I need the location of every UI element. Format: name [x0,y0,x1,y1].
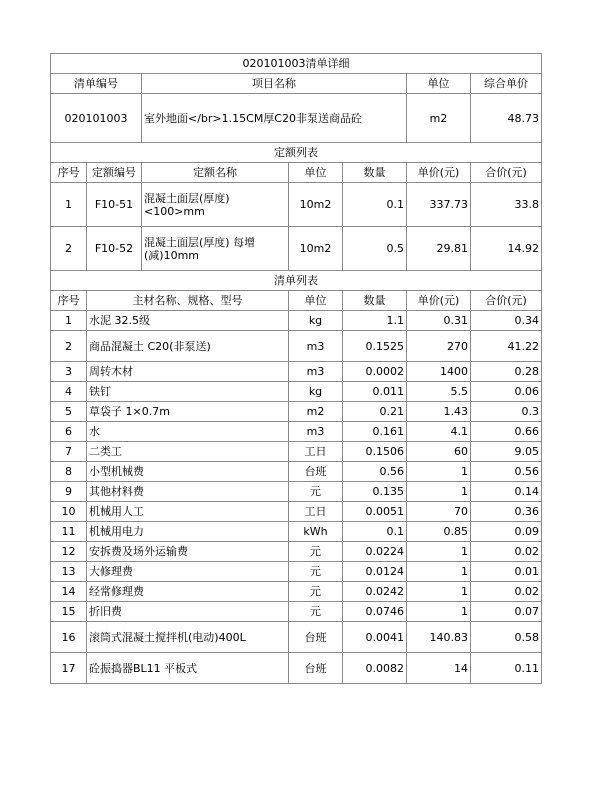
material-row-unit: 元 [289,542,343,562]
material-row-total: 0.07 [471,602,542,622]
material-row-name: 其他材料费 [87,482,289,502]
material-row-qty: 0.0124 [343,562,407,582]
material-row-no: 8 [51,462,87,482]
material-row-no: 10 [51,502,87,522]
quota-row-unit: 10m2 [289,183,343,227]
material-row-no: 3 [51,362,87,382]
quota-header-code: 定额编号 [87,163,142,183]
material-row-no: 9 [51,482,87,502]
quota-row-price: 29.81 [407,227,471,271]
material-row-price: 1 [407,582,471,602]
material-row-no: 4 [51,382,87,402]
material-row-total: 0.28 [471,362,542,382]
material-header-unit: 单位 [289,291,343,311]
material-row-total: 0.09 [471,522,542,542]
material-row-qty: 0.161 [343,422,407,442]
bill-unit: m2 [407,94,471,143]
material-row-no: 12 [51,542,87,562]
material-row-name: 草袋子 1×0.7m [87,402,289,422]
material-row-name: 小型机械费 [87,462,289,482]
material-row-total: 0.02 [471,582,542,602]
material-row-price: 5.5 [407,382,471,402]
material-row-no: 5 [51,402,87,422]
material-row-unit: 元 [289,482,343,502]
material-row [51,382,542,402]
material-row-total: 0.66 [471,422,542,442]
quota-row-qty: 0.1 [343,183,407,227]
material-row-price: 60 [407,442,471,462]
quota-header-qty: 数量 [343,163,407,183]
material-row-price: 4.1 [407,422,471,442]
material-row-price: 1.43 [407,402,471,422]
quota-row-name: 混凝土面层(厚度)<100>mm [142,183,289,227]
material-row-no: 17 [51,653,87,684]
material-row-total: 0.34 [471,311,542,331]
material-row [51,331,542,362]
material-row-name: 机械用电力 [87,522,289,542]
material-row-price: 70 [407,502,471,522]
material-row-unit: 台班 [289,653,343,684]
material-row-total: 9.05 [471,442,542,462]
material-row-qty: 0.0041 [343,622,407,653]
quota-header-no: 序号 [51,163,87,183]
material-row [51,402,542,422]
quota-header-name: 定额名称 [142,163,289,183]
material-row-name: 安拆费及场外运输费 [87,542,289,562]
quota-row-price: 337.73 [407,183,471,227]
material-header-name: 主材名称、规格、型号 [87,291,289,311]
material-row [51,582,542,602]
material-row-no: 2 [51,331,87,362]
material-row [51,562,542,582]
material-row-qty: 0.135 [343,482,407,502]
quota-header-price: 单价(元) [407,163,471,183]
material-row-price: 0.85 [407,522,471,542]
material-row-unit: 台班 [289,462,343,482]
quota-row-no: 2 [51,227,87,271]
header-item-name: 项目名称 [142,74,407,94]
header-unit: 单位 [407,74,471,94]
material-row-unit: kg [289,382,343,402]
material-row-price: 14 [407,653,471,684]
material-row-unit: 元 [289,602,343,622]
material-row-price: 1 [407,482,471,502]
material-row-total: 0.36 [471,502,542,522]
material-row-no: 7 [51,442,87,462]
material-row [51,442,542,462]
header-unit-price: 综合单价 [471,74,542,94]
material-row-qty: 0.011 [343,382,407,402]
bill-code: 020101003 [51,94,142,143]
material-row-qty: 0.1506 [343,442,407,462]
material-row [51,311,542,331]
material-row-name: 二类工 [87,442,289,462]
bill-item-name: 室外地面</br>1.15CM厚C20非泵送商品砼 [142,94,407,143]
material-row-total: 0.01 [471,562,542,582]
material-row-total: 0.56 [471,462,542,482]
material-row [51,502,542,522]
material-row-no: 16 [51,622,87,653]
material-row-price: 1400 [407,362,471,382]
material-row-qty: 1.1 [343,311,407,331]
material-row-qty: 0.0082 [343,653,407,684]
material-row [51,622,542,653]
material-row-name: 经常修理费 [87,582,289,602]
table-title: 020101003清单详细 [51,54,542,74]
material-header-qty: 数量 [343,291,407,311]
material-row-qty: 0.0242 [343,582,407,602]
material-row [51,462,542,482]
material-row-qty: 0.0746 [343,602,407,622]
material-row [51,542,542,562]
material-row-no: 13 [51,562,87,582]
material-row-price: 140.83 [407,622,471,653]
material-row-name: 砼振捣器BL11 平板式 [87,653,289,684]
material-row-unit: m3 [289,422,343,442]
quota-row-total: 14.92 [471,227,542,271]
material-row-qty: 0.56 [343,462,407,482]
material-row-total: 0.3 [471,402,542,422]
material-row-price: 0.31 [407,311,471,331]
material-row-name: 铁钉 [87,382,289,402]
material-row-no: 14 [51,582,87,602]
material-row-total: 0.14 [471,482,542,502]
material-row [51,522,542,542]
material-row-name: 商品混凝土 C20(非泵送) [87,331,289,362]
material-row-unit: 工日 [289,502,343,522]
material-row-total: 0.11 [471,653,542,684]
quota-row-name: 混凝土面层(厚度) 每增(减)10mm [142,227,289,271]
material-row-name: 周转木材 [87,362,289,382]
material-row-unit: m3 [289,331,343,362]
material-row-no: 6 [51,422,87,442]
header-bill-code: 清单编号 [51,74,142,94]
material-row-name: 机械用人工 [87,502,289,522]
material-row-unit: 元 [289,562,343,582]
quota-row-unit: 10m2 [289,227,343,271]
material-row-unit: 台班 [289,622,343,653]
material-caption: 清单列表 [51,271,542,291]
quota-row-total: 33.8 [471,183,542,227]
material-row-name: 滚筒式混凝土搅拌机(电动)400L [87,622,289,653]
material-row-price: 270 [407,331,471,362]
material-header-no: 序号 [51,291,87,311]
material-row-unit: 工日 [289,442,343,462]
material-row-qty: 0.0002 [343,362,407,382]
material-row-qty: 0.0051 [343,502,407,522]
material-row-name: 水泥 32.5级 [87,311,289,331]
material-row-unit: kWh [289,522,343,542]
material-row-name: 水 [87,422,289,442]
material-header-total: 合价(元) [471,291,542,311]
material-row-price: 1 [407,602,471,622]
material-row-total: 0.58 [471,622,542,653]
material-row-no: 11 [51,522,87,542]
material-row-price: 1 [407,462,471,482]
material-row [51,362,542,382]
material-row-total: 0.06 [471,382,542,402]
material-row-qty: 0.1 [343,522,407,542]
material-row-total: 0.02 [471,542,542,562]
quota-row-code: F10-51 [87,183,142,227]
material-row-unit: m2 [289,402,343,422]
material-row-total: 41.22 [471,331,542,362]
material-row-price: 1 [407,562,471,582]
material-row-unit: kg [289,311,343,331]
material-row-unit: 元 [289,582,343,602]
material-row [51,602,542,622]
material-row-no: 15 [51,602,87,622]
material-row-qty: 0.1525 [343,331,407,362]
material-row [51,482,542,502]
material-row [51,653,542,684]
material-row-unit: m3 [289,362,343,382]
quota-row-no: 1 [51,183,87,227]
quota-header-total: 合价(元) [471,163,542,183]
quota-caption: 定额列表 [51,143,542,163]
bill-price: 48.73 [471,94,542,143]
material-row-name: 折旧费 [87,602,289,622]
quota-row-code: F10-52 [87,227,142,271]
material-row-name: 大修理费 [87,562,289,582]
material-row-price: 1 [407,542,471,562]
material-header-price: 单价(元) [407,291,471,311]
quota-header-unit: 单位 [289,163,343,183]
bill-detail-table [50,53,542,684]
material-row-qty: 0.21 [343,402,407,422]
material-row [51,422,542,442]
material-row-no: 1 [51,311,87,331]
material-row-qty: 0.0224 [343,542,407,562]
quota-row-qty: 0.5 [343,227,407,271]
